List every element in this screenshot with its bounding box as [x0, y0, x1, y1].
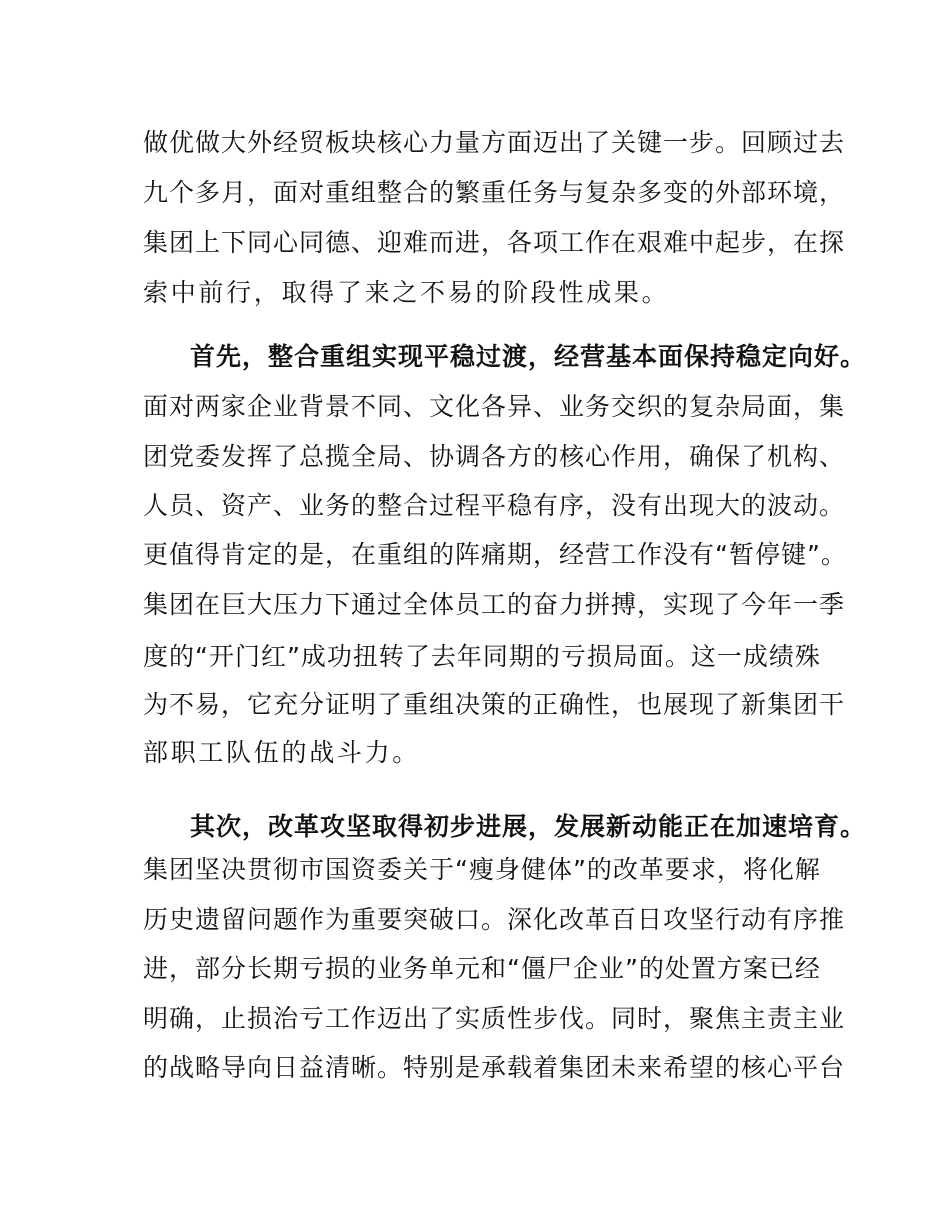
text-line: 度的“开门红”成功扭转了去年同期的亏损局面。这一成绩殊 — [143, 642, 821, 671]
paragraph-heading: 其次，改革攻坚取得初步进展，发展新动能正在加速培育。 — [190, 812, 867, 841]
text-line: 部职工队伍的战斗力。 — [143, 738, 421, 767]
text-line: 索中前行，取得了来之不易的阶段性成果。 — [143, 278, 670, 307]
text-line: 人员、资产、业务的整合过程平稳有序，没有出现大的波动。 — [143, 491, 846, 520]
text-line: 进，部分长期亏损的业务单元和“僵尸企业”的处置方案已经 — [143, 954, 821, 983]
text-line: 集团在巨大压力下通过全体员工的奋力拼搏，实现了今年一季 — [143, 590, 846, 619]
text-line: 明确，止损治亏工作迈出了实质性步伐。同时，聚焦主责主业 — [143, 1004, 846, 1033]
text-line: 九个多月，面对重组整合的繁重任务与复杂多变的外部环境， — [143, 178, 846, 207]
text-line: 做优做大外经贸板块核心力量方面迈出了关键一步。回顾过去 — [143, 128, 846, 157]
text-line: 集团上下同心同德、迎难而进，各项工作在艰难中起步，在探 — [143, 228, 846, 257]
text-line: 团党委发挥了总揽全局、协调各方的核心作用，确保了机构、 — [143, 442, 846, 471]
text-line: 集团坚决贯彻市国资委关于“瘦身健体”的改革要求，将化解 — [143, 855, 821, 884]
text-line: 为不易，它充分证明了重组决策的正确性，也展现了新集团干 — [143, 690, 846, 719]
text-line: 的战略导向日益清晰。特别是承载着集团未来希望的核心平台 — [143, 1053, 846, 1082]
text-line: 面对两家企业背景不同、文化各异、业务交织的复杂局面，集 — [143, 392, 846, 421]
text-line: 历史遗留问题作为重要突破口。深化改革百日攻坚行动有序推 — [143, 905, 846, 934]
paragraph-heading: 首先，整合重组实现平稳过渡，经营基本面保持稳定向好。 — [190, 342, 867, 371]
text-line: 更值得肯定的是，在重组的阵痛期，经营工作没有“暂停键”。 — [143, 540, 847, 569]
